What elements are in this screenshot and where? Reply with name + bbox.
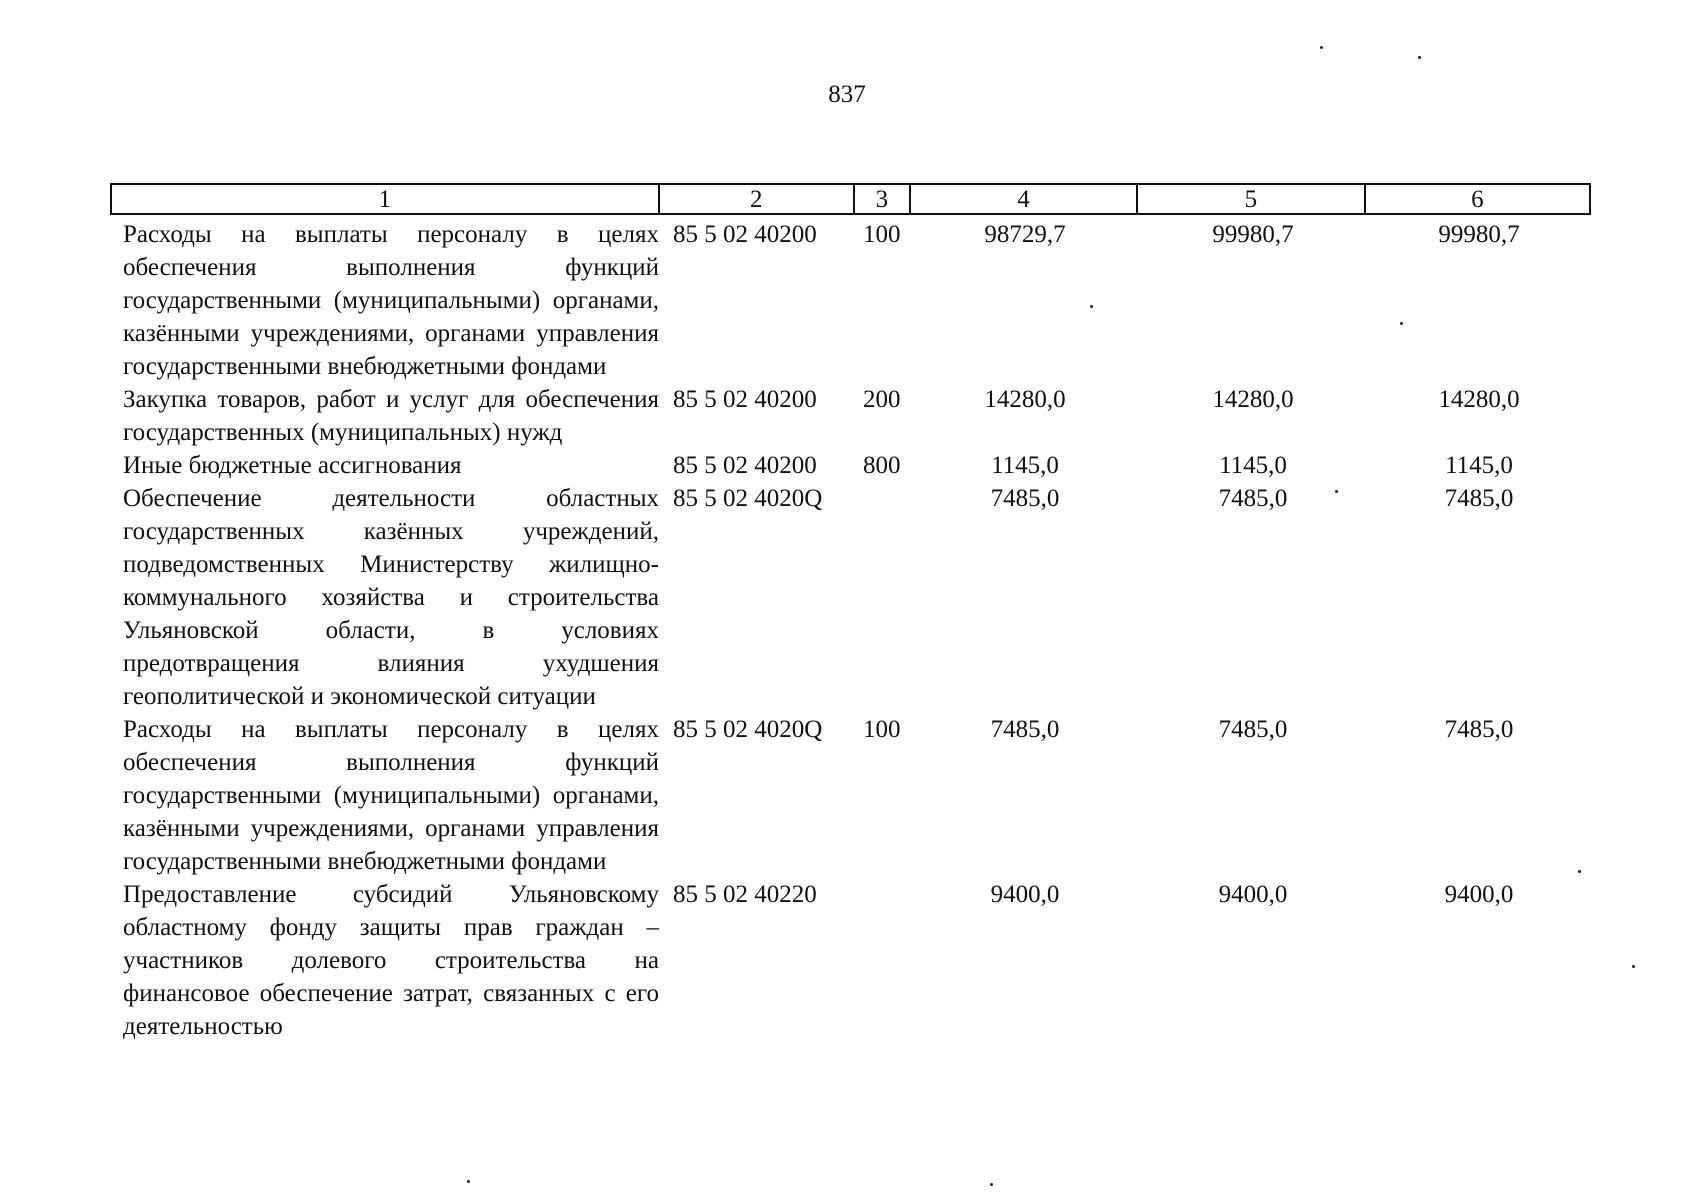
scan-speck: [1335, 490, 1338, 493]
row-value-5: 1145,0: [1219, 452, 1287, 479]
row-code: 85 5 02 4020Q: [673, 716, 823, 743]
row-type: 100: [863, 221, 901, 248]
row-value-5: 99980,7: [1212, 221, 1294, 248]
row-type: 800: [863, 452, 901, 479]
row-value-5: 7485,0: [1218, 485, 1288, 512]
row-value-5: 9400,0: [1218, 881, 1288, 908]
row-value-4: 9400,0: [990, 881, 1060, 908]
row-value-4: 7485,0: [990, 716, 1060, 743]
row-name: Расходы на выплаты персоналу в целях обеспечения выполнения функций государственными (муниципальными) органами, казёнными учреждениями, органами управления государственными внебюджетными фондами: [123, 716, 659, 875]
row-name: Обеспечение деятельности областных государственных казённых учреждений, подведомственных Министерству жилищно-коммунального хозяйства и строительства Ульяновской области, в условиях предотвращения влияния ухудшения геополитической и экономической ситуации: [123, 485, 659, 710]
row-value-5: 14280,0: [1212, 386, 1294, 413]
table-row: [110, 878, 1591, 1043]
table-row: [110, 383, 1591, 449]
scan-speck: [1090, 305, 1093, 308]
page-number: 837: [828, 81, 866, 108]
row-name: Закупка товаров, работ и услуг для обеспечения государственных (муниципальных) нужд: [123, 386, 659, 446]
scan-speck: [1578, 870, 1581, 873]
row-value-6: 9400,0: [1444, 881, 1514, 908]
row-value-6: 7485,0: [1444, 485, 1514, 512]
row-name: Предоставление субсидий Ульяновскому областному фонду защиты прав граждан – участников долевого строительства на финансовое обеспечение затрат, связанных с его деятельностью: [123, 881, 659, 1040]
header-col-5: 5: [1138, 185, 1365, 213]
row-value-4: 14280,0: [984, 386, 1066, 413]
row-code: 85 5 02 40200: [673, 452, 817, 479]
row-value-4: 7485,0: [990, 485, 1060, 512]
scan-speck: [1320, 46, 1323, 49]
header-col-4: 4: [911, 185, 1138, 213]
header-col-6: 6: [1471, 186, 1484, 213]
header-col-1: 1: [112, 185, 660, 213]
row-name: Иные бюджетные ассигнования: [123, 452, 462, 479]
scan-speck: [990, 1183, 993, 1186]
row-code: 85 5 02 4020Q: [673, 485, 823, 512]
row-value-6: 1145,0: [1445, 452, 1513, 479]
row-code: 85 5 02 40220: [673, 881, 817, 908]
row-type: 100: [863, 716, 901, 743]
scan-speck: [1418, 56, 1421, 59]
row-value-4: 1145,0: [991, 452, 1059, 479]
row-code: 85 5 02 40200: [673, 386, 817, 413]
table-row: [110, 218, 1591, 383]
table-row: [110, 713, 1591, 878]
row-value-5: 7485,0: [1218, 716, 1288, 743]
scan-speck: [1632, 965, 1635, 968]
header-col-2: 2: [660, 185, 855, 213]
row-value-4: 98729,7: [984, 221, 1066, 248]
table-row: [110, 449, 1591, 482]
scan-speck: [1400, 322, 1403, 325]
table-body: [110, 218, 1591, 1043]
row-value-6: 99980,7: [1438, 221, 1520, 248]
scan-speck: [467, 1180, 470, 1183]
row-value-6: 7485,0: [1444, 716, 1514, 743]
row-type: 200: [863, 386, 901, 413]
row-value-6: 14280,0: [1438, 386, 1520, 413]
header-col-3: 3: [855, 185, 911, 213]
row-code: 85 5 02 40200: [673, 221, 817, 248]
table-header: [110, 183, 1591, 215]
row-name: Расходы на выплаты персоналу в целях обеспечения выполнения функций государственными (муниципальными) органами, казёнными учреждениями, органами управления государственными внебюджетными фондами: [123, 221, 659, 380]
table-row: [110, 482, 1591, 713]
